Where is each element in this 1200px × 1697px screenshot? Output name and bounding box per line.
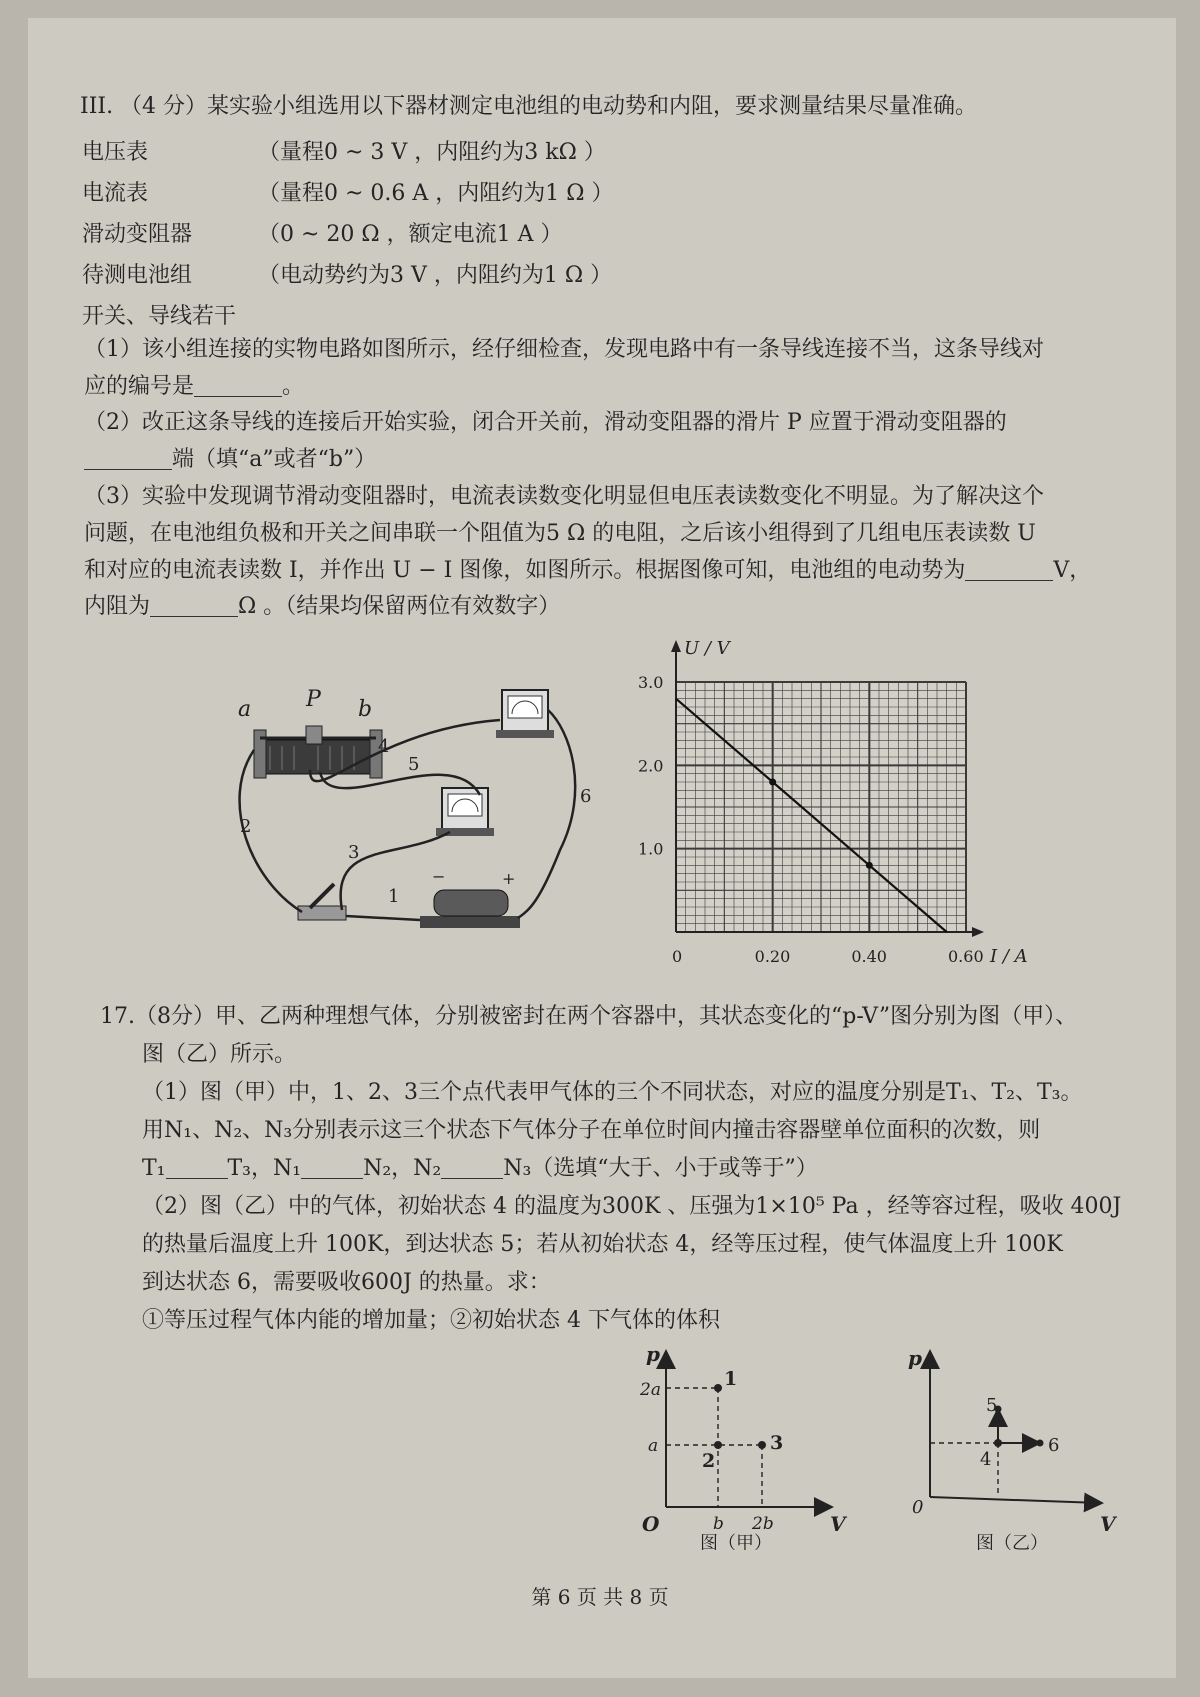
data-point [866,862,873,869]
q17-line9: ①等压过程气体内能的增加量；②初始状态 4 下气体的体积 [142,1308,720,1333]
x-tick-label: 0.40 [851,947,887,966]
q17-line4: 用N₁、N₂、N₃分别表示这三个状态下气体分子在单位时间内撞击容器壁单位面积的次数，则 [142,1118,1041,1143]
answer-blank-wire[interactable] [194,374,282,397]
q17-t3-n1: T₃，N₁ [227,1156,302,1181]
q3-part3-unit: V， [1053,558,1092,583]
q3-part2-line2 [84,445,376,475]
wire-label-6: 6 [580,786,592,807]
fig-yi [900,1345,1130,1550]
q3-intro: III. （4 分）某实验小组选用以下器材测定电池组的电动势和内阻，要求测量结果尽量准确。 [80,94,978,119]
answer-blank-end[interactable] [84,447,172,470]
page-number: 第 6 页 共 8 页 [531,1585,669,1609]
battery-minus: − [432,867,446,886]
q3-part3-line1: （3）实验中发现调节滑动变阻器时，电流表读数变化明显但电压表读数变化不明显。为了解决这个 [84,484,1045,509]
wire-1 [346,916,420,920]
data-point [769,779,776,786]
fig-jia [630,1345,860,1550]
yi-origin: 0 [912,1497,924,1518]
x-tick-label: 0 [672,947,683,966]
q17-line8: 到达状态 6，需要吸收600J 的热量。求： [142,1270,551,1295]
equip-spec-ammeter: （量程0 ~ 0.6 A ，内阻约为1 Ω ） [258,181,614,206]
jia-axis-v: V [830,1512,846,1536]
jia-origin: O [642,1512,660,1536]
x-tick-label: 0.20 [754,947,791,966]
y-tick-label: 1.0 [638,839,664,859]
u-i-chart [630,630,1060,970]
battery-plus: + [502,869,516,888]
y-axis-arrow [671,640,681,652]
jia-axis-p: p [646,1345,660,1366]
yi-state-4: 4 [980,1449,992,1470]
answer-blank-emf[interactable] [965,558,1053,581]
jia-state-1: 1 [724,1368,738,1390]
label-a: a [238,697,252,722]
wire-label-5: 5 [408,754,420,775]
yi-caption: 图（乙） [976,1533,1048,1550]
yi-axis-v: V [1100,1512,1116,1536]
q17-t1: T₁ [142,1156,166,1181]
equip-spec-battery: （电动势约为3 V ，内阻约为1 Ω ） [258,263,613,288]
answer-blank-resistance[interactable] [150,594,238,617]
jia-caption: 图（甲） [700,1533,772,1550]
q3-part3-line4 [84,592,560,622]
yi-state-5: 5 [986,1395,998,1416]
y-tick-label: 2.0 [638,756,664,776]
circuit-diagram [230,670,630,940]
wire-label-4: 4 [378,736,390,757]
x-axis-arrow [972,927,984,937]
answer-blank-t[interactable] [166,1156,228,1179]
battery [420,916,520,928]
jia-state-3: 3 [770,1432,784,1454]
q3-part2-line1: （2）改正这条导线的连接后开始实验，闭合开关前，滑动变阻器的滑片 P 应置于滑动变阻器的 [84,410,1007,435]
label-P: P [306,687,321,712]
equip-name-ammeter: 电流表 [82,181,149,206]
equip-spec-rheostat: （0 ~ 20 Ω ，额定电流1 A ） [258,222,563,247]
rheostat-slider [306,726,322,744]
wire-label-1: 1 [388,886,400,907]
q17-line7: 的热量后温度上升 100K，到达状态 5；若从初始状态 4，经等压过程，使气体温度上升 100K [142,1232,1063,1257]
q3-part3-resistance-unit: Ω 。（结果均保留两位有效数字） [238,594,561,619]
wire-label-3: 3 [348,842,360,863]
yi-state-6: 6 [1048,1435,1060,1456]
q17-line5 [142,1154,818,1184]
q3-part1-line2 [84,372,304,402]
q3-part2-text: 端（填“a”或者“b”） [172,447,377,472]
equip-name-voltmeter: 电压表 [82,140,149,165]
y-axis-label: U / V [684,638,730,659]
jia-tick-2b: 2b [752,1514,774,1534]
q17-line1: 17.（8分）甲、乙两种理想气体，分别被密封在两个容器中，其状态变化的“p-V”图分别为图（甲）、 [100,1004,1078,1029]
wire-6 [518,710,575,918]
wire-label-2: 2 [240,816,252,837]
y-tick-label: 3.0 [638,673,664,692]
q3-part1-line1: （1）该小组连接的实物电路如图所示，经仔细检查，发现电路中有一条导线连接不当，这条导线对 [84,337,1045,362]
equip-name-switch: 开关、导线若干 [82,304,237,329]
jia-state-2: 2 [702,1450,716,1472]
q3-part3-text: 和对应的电流表读数 I，并作出 U − I 图像，如图所示。根据图像可知，电池组的电动势为 [84,558,966,583]
switch [298,906,346,920]
equip-name-rheostat: 滑动变阻器 [82,222,193,247]
q3-part1-text: 应的编号是 [84,374,195,399]
equip-name-battery: 待测电池组 [82,263,193,288]
q3-part1-end: 。 [282,374,305,399]
x-axis-label: I / A [990,946,1028,967]
answer-blank-n2n3[interactable] [441,1156,503,1179]
q3-part3-resistance-text: 内阻为 [84,594,151,619]
jia-tick-2a: 2a [640,1380,661,1400]
q3-part3-line2: 问题，在电池组负极和开关之间串联一个阻值为5 Ω 的电阻，之后该小组得到了几组电压表读数 U [84,521,1036,546]
yi-axis-p: p [908,1346,922,1370]
label-b: b [358,697,373,722]
q17-line2: 图（乙）所示。 [142,1042,297,1067]
q3-part3-line3 [84,556,1091,586]
q17-n2-n2: N₂，N₂ [363,1156,442,1181]
jia-tick-b: b [713,1514,724,1534]
x-tick-label: 0.60 [948,947,984,966]
answer-blank-n1n2[interactable] [301,1156,363,1179]
equip-spec-voltmeter: （量程0 ~ 3 V ，内阻约为3 kΩ ） [258,140,606,165]
q17-line3: （1）图（甲）中，1、2、3三个点代表甲气体的三个不同状态，对应的温度分别是T₁、T₂、T₃。 [142,1080,1083,1105]
q17-n3-hint: N₃（选填“大于、小于或等于”） [503,1156,818,1181]
q17-line6: （2）图（乙）中的气体，初始状态 4 的温度为300K 、压强为1×10⁵ Pa ，经等容过程，吸收 400J [142,1194,1122,1219]
jia-tick-a: a [648,1436,659,1456]
